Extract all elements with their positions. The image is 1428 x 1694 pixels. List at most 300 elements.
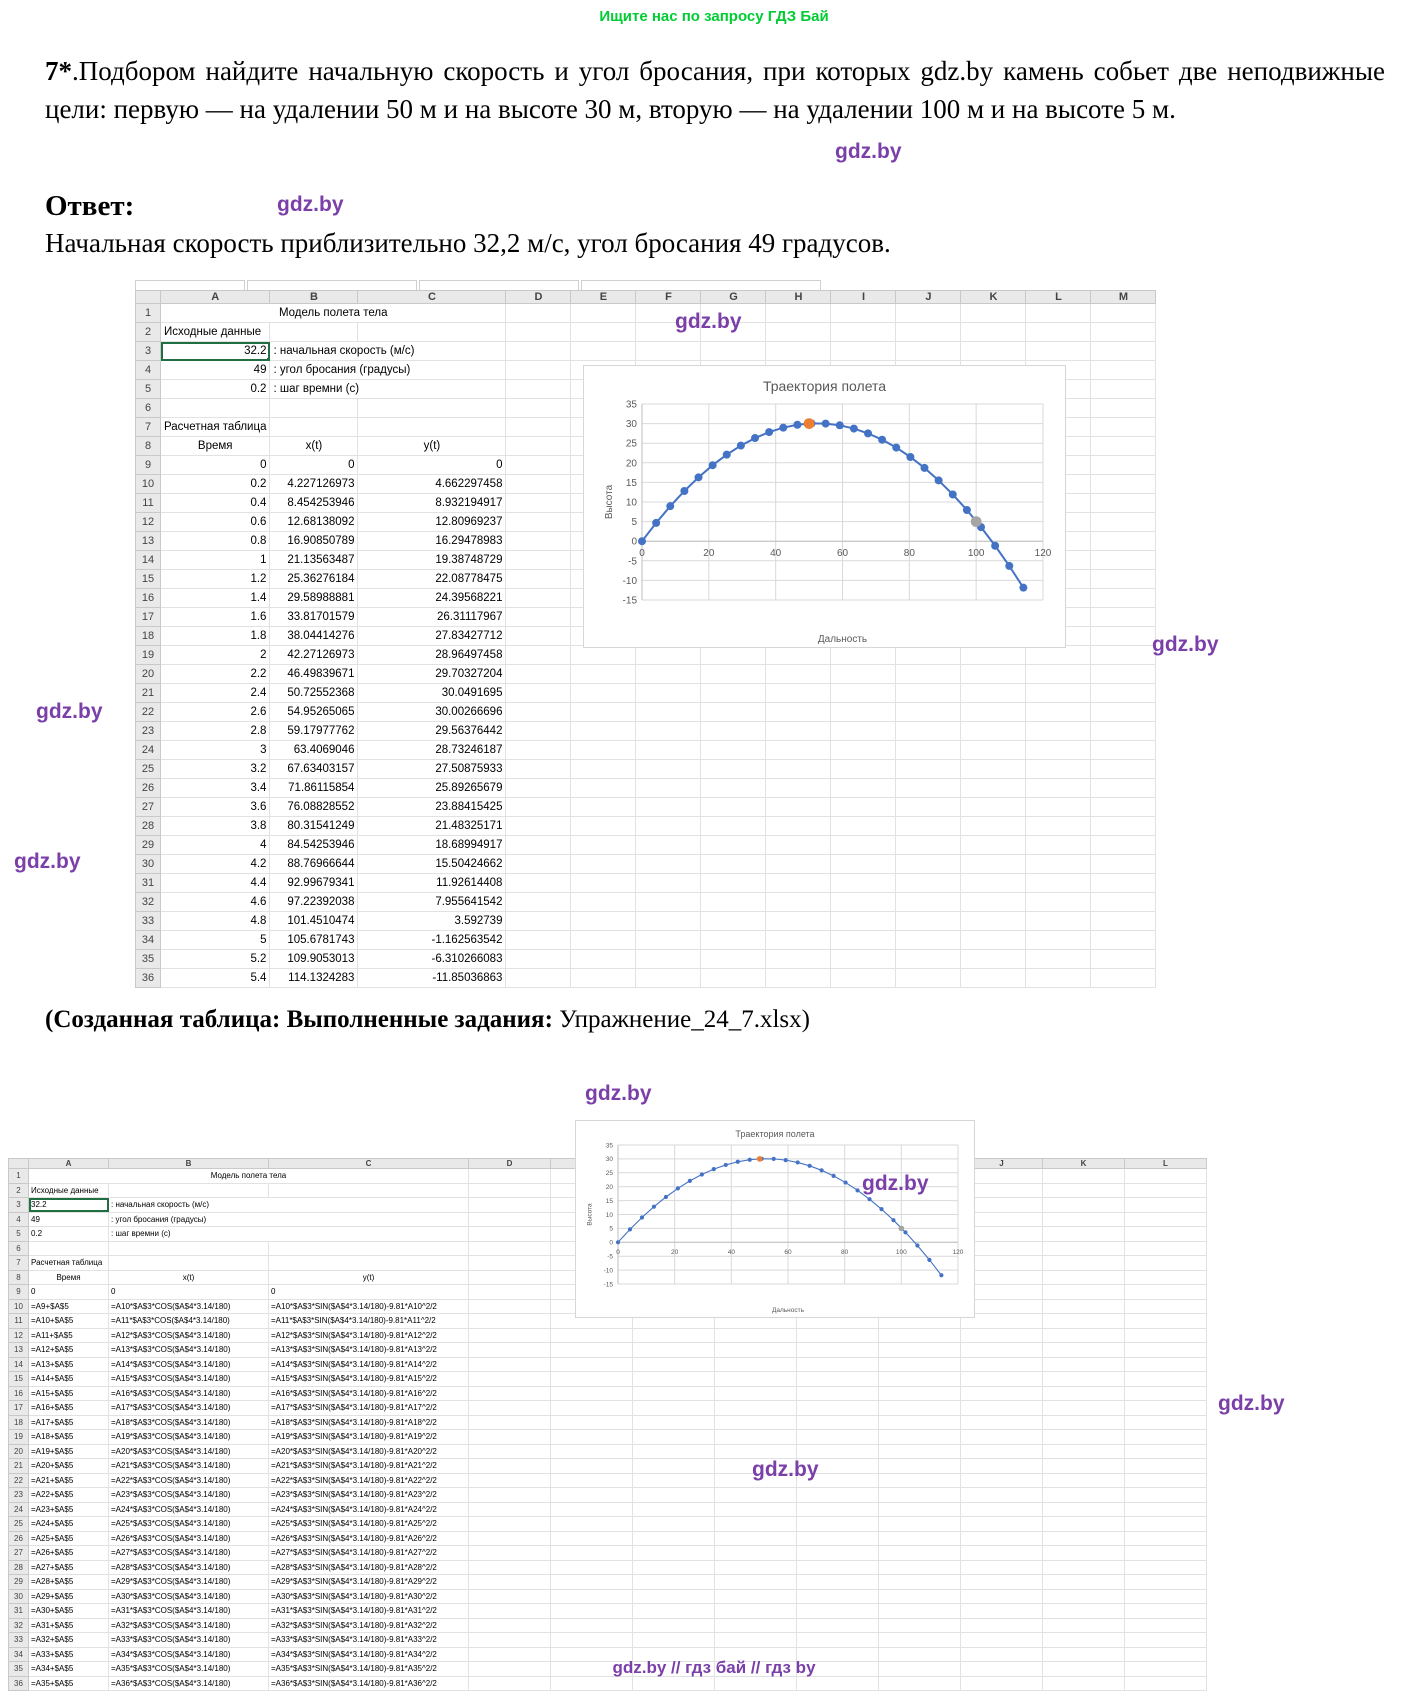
cell[interactable] [1043,1401,1125,1416]
cell[interactable] [961,1401,1043,1416]
cell[interactable] [633,1517,715,1532]
cell-time[interactable]: 4.8 [161,912,270,931]
cell[interactable] [797,1401,879,1416]
cell-y-formula[interactable]: =A22*$A$3*SIN($A$4*3.14/180)-9.81*A22^2/2 [269,1473,469,1488]
cell[interactable] [797,1357,879,1372]
table-row[interactable] [9,1430,1207,1445]
cell[interactable] [571,893,636,912]
cell[interactable] [1026,912,1091,931]
cell[interactable] [571,798,636,817]
cell-angle-label[interactable]: : угол бросания (градусы) [270,361,506,380]
cell[interactable] [551,1589,633,1604]
cell[interactable] [896,950,961,969]
cell[interactable] [896,342,961,361]
cell[interactable] [1026,684,1091,703]
row-header-22[interactable]: 22 [136,703,161,722]
cell[interactable] [571,342,636,361]
cell[interactable] [879,1415,961,1430]
row-header-6[interactable]: 6 [136,399,161,418]
cell[interactable] [961,703,1026,722]
cell[interactable] [1125,1401,1207,1416]
cell[interactable] [715,1618,797,1633]
column-header-C[interactable]: C [358,291,506,304]
cell[interactable] [1091,437,1156,456]
cell[interactable] [961,1488,1043,1503]
cell[interactable] [961,798,1026,817]
table-row[interactable] [9,1401,1207,1416]
cell[interactable] [879,1386,961,1401]
cell[interactable] [551,1546,633,1561]
cell[interactable] [831,950,896,969]
cell[interactable] [961,646,1026,665]
cell[interactable] [506,551,571,570]
row-header-22[interactable]: 22 [9,1473,29,1488]
cell[interactable] [797,1531,879,1546]
cell-x[interactable]: 71.86115854 [270,779,358,798]
cell[interactable] [109,1183,269,1198]
cell[interactable] [1091,570,1156,589]
cell[interactable] [961,931,1026,950]
cell[interactable] [636,950,701,969]
cell-speed-label[interactable]: : начальная скорость (м/с) [109,1198,469,1213]
cell-initial-speed[interactable]: 32.2 [161,342,270,361]
cell[interactable] [633,1618,715,1633]
row-header-30[interactable]: 30 [136,855,161,874]
row-header-34[interactable]: 34 [9,1647,29,1662]
cell[interactable] [1043,1473,1125,1488]
cell-time-formula[interactable]: =A17+$A$5 [29,1415,109,1430]
cell[interactable] [1026,665,1091,684]
cell[interactable] [551,1633,633,1648]
cell-time-formula[interactable]: =A22+$A$5 [29,1488,109,1503]
cell[interactable] [1125,1430,1207,1445]
cell-time[interactable]: 1.2 [161,570,270,589]
table-row[interactable] [9,1531,1207,1546]
cell[interactable] [506,741,571,760]
cell[interactable] [1043,1328,1125,1343]
cell[interactable] [1125,1343,1207,1358]
cell[interactable] [1125,1183,1207,1198]
cell[interactable] [469,1618,551,1633]
cell[interactable] [961,950,1026,969]
cell[interactable] [1091,399,1156,418]
cell-time-formula[interactable]: =A12+$A$5 [29,1343,109,1358]
cell[interactable] [506,855,571,874]
cell-y[interactable]: 16.29478983 [358,532,506,551]
table-row[interactable] [136,323,1156,342]
cell[interactable] [1026,893,1091,912]
cell[interactable] [961,1589,1043,1604]
cell[interactable] [797,1502,879,1517]
column-header-C[interactable]: C [269,1159,469,1169]
cell[interactable] [715,1604,797,1619]
table-row[interactable] [9,1357,1207,1372]
row-header-31[interactable]: 31 [9,1604,29,1619]
cell-x-formula[interactable]: =A36*$A$3*COS($A$4*3.14/180) [109,1676,269,1691]
cell[interactable] [715,1502,797,1517]
cell-x-formula[interactable]: =A12*$A$3*COS($A$4*3.14/180) [109,1328,269,1343]
cell[interactable] [506,418,571,437]
cell-time[interactable]: 4.6 [161,893,270,912]
cell-x-formula[interactable]: =A14*$A$3*COS($A$4*3.14/180) [109,1357,269,1372]
cell[interactable] [961,874,1026,893]
row-header-13[interactable]: 13 [136,532,161,551]
table-row[interactable] [136,646,1156,665]
cell[interactable] [1091,608,1156,627]
cell[interactable] [831,893,896,912]
cell[interactable] [506,399,571,418]
row-header-4[interactable]: 4 [136,361,161,380]
cell[interactable] [879,1343,961,1358]
cell[interactable] [766,950,831,969]
cell-y-formula[interactable]: =A34*$A$3*SIN($A$4*3.14/180)-9.81*A34^2/2 [269,1647,469,1662]
cell[interactable] [766,722,831,741]
cell-x[interactable]: 67.63403157 [270,760,358,779]
cell-initial-speed[interactable]: 32.2 [29,1198,109,1213]
cell-y[interactable]: 24.39568221 [358,589,506,608]
cell-time[interactable]: 1 [161,551,270,570]
cell-time-formula[interactable]: =A23+$A$5 [29,1502,109,1517]
cell[interactable] [961,722,1026,741]
column-header-D[interactable]: D [469,1159,551,1169]
cell[interactable] [1043,1241,1125,1256]
cell-time[interactable]: 0.2 [161,475,270,494]
cell[interactable] [797,1343,879,1358]
cell[interactable] [766,874,831,893]
cell[interactable] [1043,1198,1125,1213]
cell[interactable] [506,380,571,399]
cell[interactable] [1043,1502,1125,1517]
cell-x-formula[interactable]: =A27*$A$3*COS($A$4*3.14/180) [109,1546,269,1561]
table-row[interactable] [136,779,1156,798]
cell[interactable] [1026,836,1091,855]
cell[interactable] [797,1473,879,1488]
cell[interactable] [469,1169,551,1184]
cell[interactable] [571,874,636,893]
cell[interactable] [766,304,831,323]
cell[interactable] [701,703,766,722]
cell[interactable] [1125,1357,1207,1372]
row-header-5[interactable]: 5 [9,1227,29,1242]
cell-y-formula[interactable]: =A10*$A$3*SIN($A$4*3.14/180)-9.81*A10^2/2 [269,1299,469,1314]
cell[interactable] [633,1415,715,1430]
cell-x[interactable]: 114.1324283 [270,969,358,988]
cell-time[interactable]: 2 [161,646,270,665]
cell-x-formula[interactable]: =A23*$A$3*COS($A$4*3.14/180) [109,1488,269,1503]
cell[interactable] [831,304,896,323]
cell-y[interactable]: 28.73246187 [358,741,506,760]
cell[interactable] [961,1357,1043,1372]
row-header-28[interactable]: 28 [9,1560,29,1575]
cell[interactable] [469,1314,551,1329]
cell[interactable] [1026,855,1091,874]
cell[interactable] [797,1676,879,1691]
cell[interactable] [1043,1212,1125,1227]
cell[interactable] [1043,1430,1125,1445]
cell[interactable] [551,1676,633,1691]
cell[interactable] [879,1531,961,1546]
cell[interactable] [506,323,571,342]
cell-x-formula[interactable]: =A30*$A$3*COS($A$4*3.14/180) [109,1589,269,1604]
row-header-14[interactable]: 14 [136,551,161,570]
cell[interactable] [896,760,961,779]
table-row[interactable] [136,874,1156,893]
cell[interactable] [636,342,701,361]
cell-y-formula[interactable]: =A19*$A$3*SIN($A$4*3.14/180)-9.81*A19^2/2 [269,1430,469,1445]
cell-x-formula[interactable]: =A19*$A$3*COS($A$4*3.14/180) [109,1430,269,1445]
cell[interactable] [1125,1256,1207,1271]
cell-time[interactable]: 2.6 [161,703,270,722]
cell-time-formula[interactable]: =A19+$A$5 [29,1444,109,1459]
cell-step[interactable]: 0.2 [161,380,270,399]
cell[interactable] [797,1560,879,1575]
cell-x[interactable]: 76.08828552 [270,798,358,817]
cell-y-formula[interactable]: =A21*$A$3*SIN($A$4*3.14/180)-9.81*A21^2/2 [269,1459,469,1474]
cell[interactable] [1125,1444,1207,1459]
cell[interactable] [896,684,961,703]
row-header-10[interactable]: 10 [136,475,161,494]
cell[interactable] [701,950,766,969]
cell[interactable] [1125,1372,1207,1387]
cell[interactable] [701,912,766,931]
table-row[interactable] [136,741,1156,760]
cell-initial-data[interactable]: Исходные данные [161,323,270,342]
cell-x-formula[interactable]: 0 [109,1285,269,1300]
cell[interactable] [1026,874,1091,893]
cell[interactable] [571,969,636,988]
cell[interactable] [1043,1357,1125,1372]
cell[interactable] [469,1198,551,1213]
cell[interactable] [1043,1299,1125,1314]
cell-y[interactable]: 21.48325171 [358,817,506,836]
cell[interactable] [1125,1589,1207,1604]
cell-time[interactable]: 0 [161,456,270,475]
cell[interactable] [701,665,766,684]
cell[interactable] [571,722,636,741]
cell[interactable] [633,1502,715,1517]
row-header-27[interactable]: 27 [9,1546,29,1561]
cell[interactable] [766,684,831,703]
cell[interactable] [1091,589,1156,608]
cell[interactable] [701,684,766,703]
cell[interactable] [961,760,1026,779]
cell[interactable] [701,855,766,874]
column-header-K[interactable]: K [1043,1159,1125,1169]
cell[interactable] [896,304,961,323]
cell[interactable] [831,969,896,988]
table-row[interactable] [9,1560,1207,1575]
row-header-21[interactable]: 21 [9,1459,29,1474]
row-header-33[interactable]: 33 [9,1633,29,1648]
cell[interactable] [469,1241,551,1256]
cell[interactable] [896,969,961,988]
cell[interactable] [469,1604,551,1619]
cell-y-formula[interactable]: =A31*$A$3*SIN($A$4*3.14/180)-9.81*A31^2/2 [269,1604,469,1619]
row-header-9[interactable]: 9 [136,456,161,475]
table-row[interactable] [136,950,1156,969]
cell[interactable] [831,342,896,361]
table-row[interactable] [136,304,1156,323]
cell[interactable] [1091,494,1156,513]
cell[interactable] [797,1604,879,1619]
cell[interactable] [831,703,896,722]
cell[interactable] [506,513,571,532]
cell-time-formula[interactable]: =A30+$A$5 [29,1604,109,1619]
cell[interactable] [831,741,896,760]
cell[interactable] [879,1357,961,1372]
cell[interactable] [961,323,1026,342]
row-header-24[interactable]: 24 [9,1502,29,1517]
cell[interactable] [270,399,358,418]
cell[interactable] [1091,779,1156,798]
cell[interactable] [1125,1169,1207,1184]
cell[interactable] [961,1676,1043,1691]
cell[interactable] [1091,361,1156,380]
row-header-5[interactable]: 5 [136,380,161,399]
cell-y[interactable]: 11.92614408 [358,874,506,893]
cell[interactable] [1043,1372,1125,1387]
cell[interactable] [636,874,701,893]
cell-header-x[interactable]: x(t) [270,437,358,456]
cell[interactable] [831,874,896,893]
cell-time-formula[interactable]: =A11+$A$5 [29,1328,109,1343]
table-row[interactable] [136,342,1156,361]
cell-x-formula[interactable]: =A22*$A$3*COS($A$4*3.14/180) [109,1473,269,1488]
cell[interactable] [633,1676,715,1691]
cell[interactable] [636,798,701,817]
cell[interactable] [715,1676,797,1691]
cell[interactable] [1043,1531,1125,1546]
row-header-4[interactable]: 4 [9,1212,29,1227]
row-header-16[interactable]: 16 [136,589,161,608]
cell[interactable] [1043,1575,1125,1590]
row-header-32[interactable]: 32 [9,1618,29,1633]
cell-y[interactable]: 8.932194917 [358,494,506,513]
cell-time[interactable]: 5 [161,931,270,950]
column-header-B[interactable]: B [109,1159,269,1169]
cell[interactable] [1091,722,1156,741]
cell[interactable] [506,570,571,589]
cell[interactable] [469,1285,551,1300]
cell[interactable] [1043,1546,1125,1561]
cell[interactable] [961,1386,1043,1401]
cell[interactable] [469,1589,551,1604]
cell[interactable] [831,836,896,855]
cell-time-formula[interactable]: =A33+$A$5 [29,1647,109,1662]
cell[interactable] [879,1502,961,1517]
cell[interactable] [766,342,831,361]
cell[interactable] [636,893,701,912]
cell[interactable] [506,361,571,380]
column-header-F[interactable]: F [636,291,701,304]
cell[interactable] [831,646,896,665]
cell-x-formula[interactable]: =A17*$A$3*COS($A$4*3.14/180) [109,1401,269,1416]
cell[interactable] [1043,1633,1125,1648]
cell[interactable] [1091,874,1156,893]
table-row[interactable] [136,798,1156,817]
cell-x[interactable]: 38.04414276 [270,627,358,646]
cell[interactable] [797,1633,879,1648]
cell[interactable] [896,722,961,741]
cell-x-formula[interactable]: =A11*$A$3*COS($A$4*3.14/180) [109,1314,269,1329]
cell[interactable] [701,646,766,665]
cell-y-formula[interactable]: =A12*$A$3*SIN($A$4*3.14/180)-9.81*A12^2/2 [269,1328,469,1343]
cell[interactable] [715,1488,797,1503]
cell[interactable] [571,836,636,855]
cell-time-formula[interactable]: =A20+$A$5 [29,1459,109,1474]
cell[interactable] [358,323,506,342]
cell[interactable] [961,1328,1043,1343]
cell[interactable] [269,1183,469,1198]
chart-trajectory-formulas[interactable] [575,1120,975,1318]
cell-time-formula[interactable]: =A27+$A$5 [29,1560,109,1575]
cell[interactable] [633,1604,715,1619]
row-header-20[interactable]: 20 [136,665,161,684]
cell[interactable] [469,1328,551,1343]
cell[interactable] [506,931,571,950]
cell[interactable] [1026,703,1091,722]
cell[interactable] [551,1488,633,1503]
column-header-E[interactable]: E [571,291,636,304]
cell[interactable] [469,1444,551,1459]
cell[interactable] [1125,1227,1207,1242]
row-header-25[interactable]: 25 [136,760,161,779]
column-header-J[interactable]: J [896,291,961,304]
cell-y[interactable]: 4.662297458 [358,475,506,494]
row-header-10[interactable]: 10 [9,1299,29,1314]
cell[interactable] [797,1430,879,1445]
cell-y-formula[interactable]: =A11*$A$3*SIN($A$4*3.14/180)-9.81*A11^2/2 [269,1314,469,1329]
row-header-11[interactable]: 11 [9,1314,29,1329]
table-row[interactable] [136,684,1156,703]
cell[interactable] [29,1241,109,1256]
cell[interactable] [896,646,961,665]
cell[interactable] [766,855,831,874]
cell[interactable] [961,304,1026,323]
cell[interactable] [469,1488,551,1503]
cell[interactable] [879,1473,961,1488]
table-row[interactable] [9,1488,1207,1503]
cell-time[interactable]: 0.6 [161,513,270,532]
cell[interactable] [1043,1256,1125,1271]
cell[interactable] [636,665,701,684]
cell[interactable] [469,1401,551,1416]
row-header-15[interactable]: 15 [9,1372,29,1387]
cell-x[interactable]: 4.227126973 [270,475,358,494]
cell[interactable] [701,798,766,817]
cell[interactable] [831,855,896,874]
cell-y-formula[interactable]: =A33*$A$3*SIN($A$4*3.14/180)-9.81*A33^2/2 [269,1633,469,1648]
cell-y-formula[interactable]: =A30*$A$3*SIN($A$4*3.14/180)-9.81*A30^2/2 [269,1589,469,1604]
cell[interactable] [879,1575,961,1590]
cell[interactable] [551,1328,633,1343]
column-header-row[interactable] [136,291,1156,304]
cell[interactable] [896,703,961,722]
cell[interactable] [831,817,896,836]
cell[interactable] [1043,1227,1125,1242]
cell-x[interactable]: 80.31541249 [270,817,358,836]
cell[interactable] [961,1560,1043,1575]
table-row[interactable] [9,1546,1207,1561]
cell[interactable] [1125,1415,1207,1430]
cell[interactable] [469,1256,551,1271]
cell[interactable] [1125,1488,1207,1503]
cell[interactable] [896,893,961,912]
cell[interactable] [109,1256,269,1271]
row-header-7[interactable]: 7 [9,1256,29,1271]
cell-angle[interactable]: 49 [29,1212,109,1227]
cell[interactable] [961,1415,1043,1430]
